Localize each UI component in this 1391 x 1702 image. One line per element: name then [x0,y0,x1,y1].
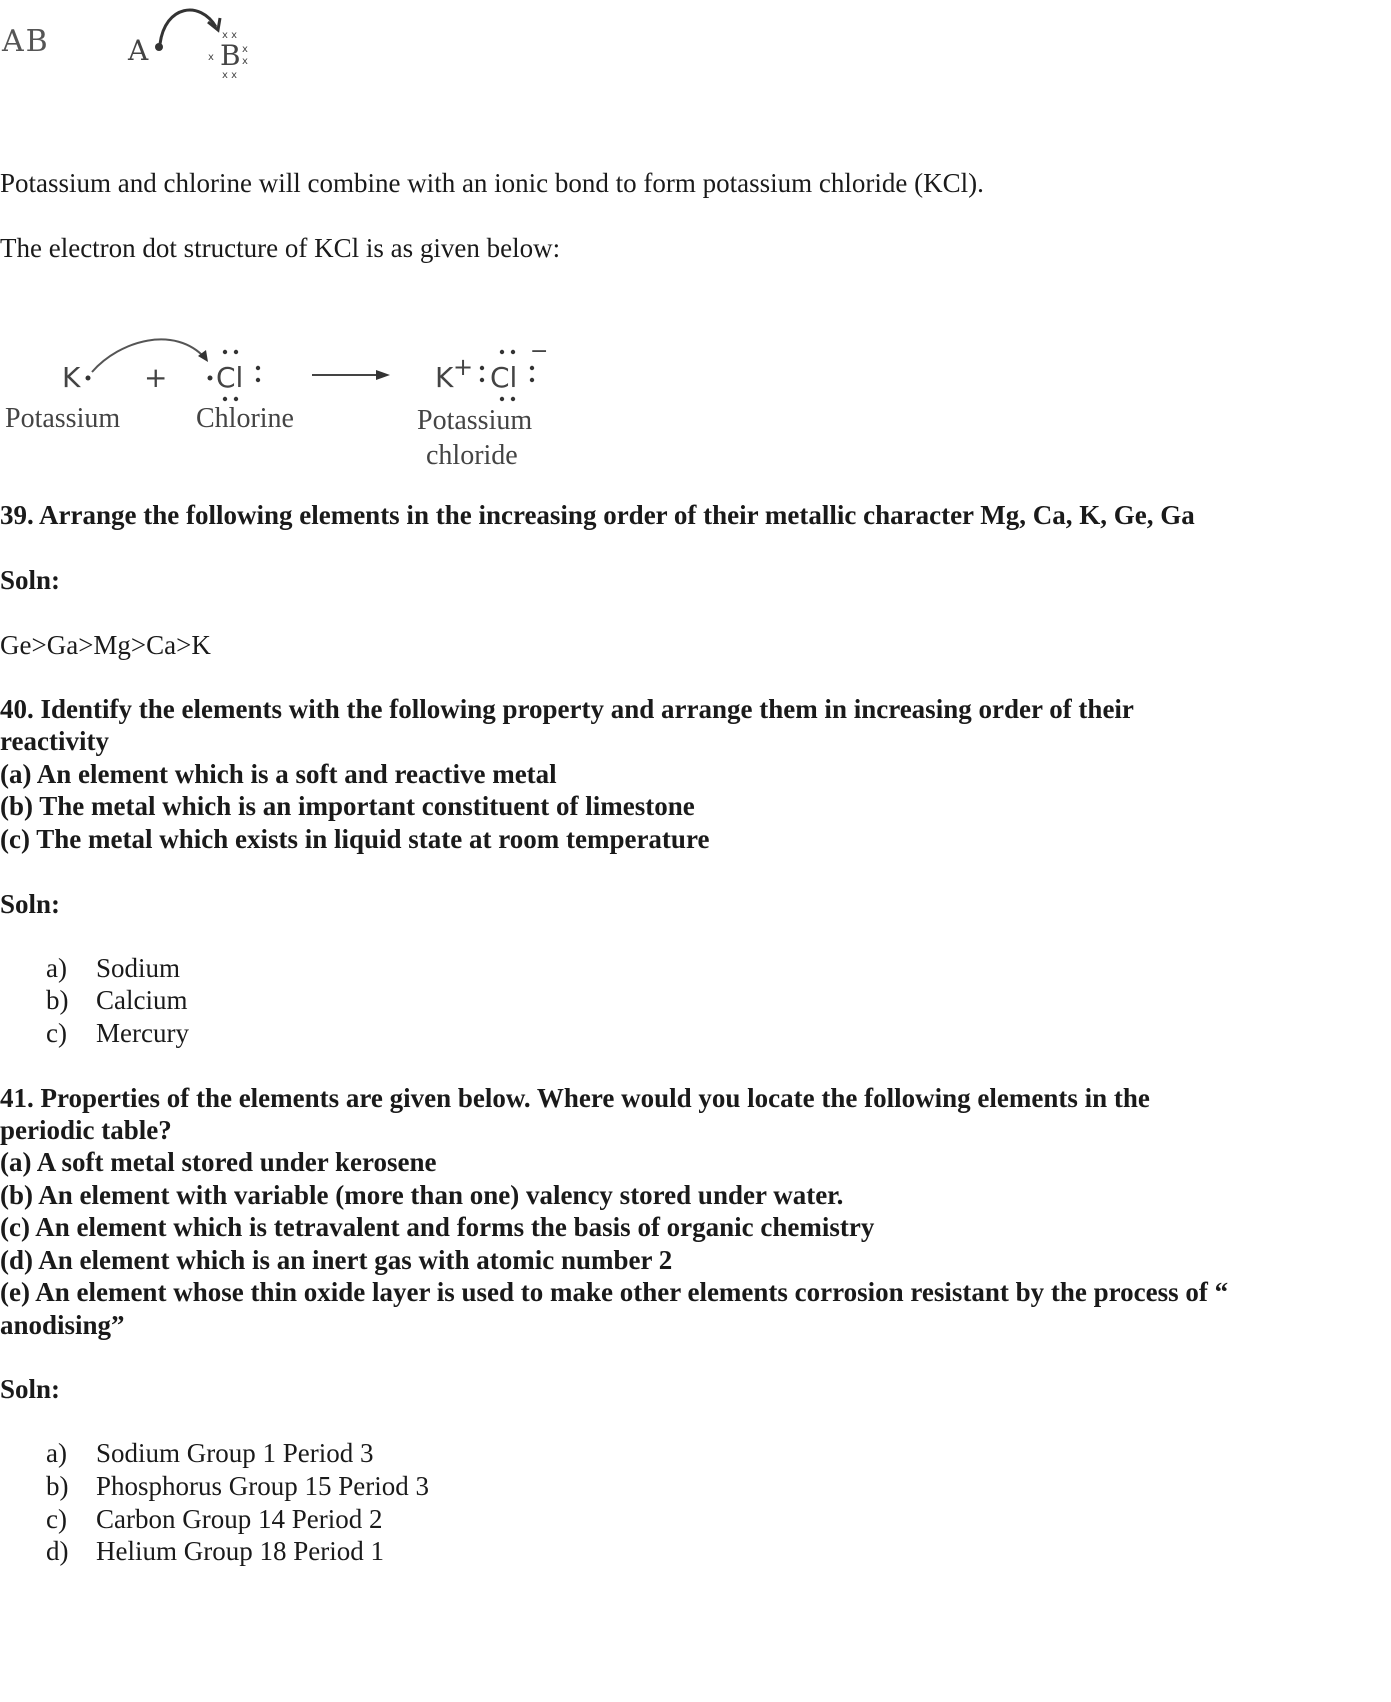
q40-part-c: (c) The metal which exists in liquid state at room temperature [0,824,710,854]
q40-part-a: (a) An element which is a soft and reactive metal [0,759,557,789]
q39-soln-label: Soln: [0,565,61,595]
q41-soln-label: Soln: [0,1374,61,1404]
k-symbol: K [62,361,81,394]
q41-answer-item [46,1471,429,1502]
question-39: 39. Arrange the following elements in the increasing order of their metallic character Mg, Ca, K, Ge, Ga [0,500,1195,530]
q41-answer-item [46,1438,374,1469]
reaction-arrow-icon [376,370,390,380]
q39-answer: Ge>Ga>Mg>Ca>K [0,630,211,660]
q40-part-b: (b) The metal which is an important constituent of limestone [0,791,695,821]
question-40-line2: reactivity [0,726,109,756]
positive-charge: + [453,353,474,381]
question-41-line1: 41. Properties of the elements are given below. Where would you locate the following elements in the [0,1083,1150,1113]
ab-compound-label: AB [2,24,50,59]
cl-symbol: Cl [216,361,244,394]
list-marker: d) [46,1536,69,1566]
q41-part-e: (e) An element whose thin oxide layer is used to make other elements corrosion resistant by the process of “ [0,1277,1229,1307]
q41-part-a: (a) A soft metal stored under kerosene [0,1147,437,1177]
answer-text: Phosphorus Group 15 Period 3 [96,1471,430,1501]
q41-part-c: (c) An element which is tetravalent and forms the basis of organic chemistry [0,1212,875,1242]
atom-b-symbol: B [220,39,241,72]
q41-part-b: (b) An element with variable (more than one) valency stored under water. [0,1180,844,1210]
answer-text: Sodium Group 1 Period 3 [96,1438,374,1468]
list-marker: b) [46,985,69,1015]
svg-text:x: x [208,52,214,63]
answer-text: Calcium [96,985,188,1015]
paragraph-dot-structure: The electron dot structure of KCl is as given below: [0,233,561,263]
shared-pair-dots [480,366,484,382]
q41-part-d: (d) An element which is an inert gas with atomic number 2 [0,1245,673,1275]
answer-text: Sodium [96,953,181,983]
q41-part-e-cont: anodising” [0,1310,125,1340]
electron-dot [155,43,163,51]
caption-potassium: Potassium [5,403,121,434]
q41-answer-item [46,1536,384,1567]
list-marker: b) [46,1471,69,1501]
svg-text:x x: x x [222,30,238,41]
atom-a-symbol: A [128,34,149,67]
answer-text: Mercury [96,1018,189,1048]
svg-text:x: x [242,56,248,67]
caption-potassium-chloride-1: Potassium [417,405,533,436]
product-k-symbol: K [435,361,454,394]
plus-sign: + [144,361,168,394]
question-40-line1: 40. Identify the elements with the following property and arrange them in increasing order of their [0,694,1134,724]
answer-text: Carbon Group 14 Period 2 [96,1504,383,1534]
paragraph-ionic-bond: Potassium and chlorine will combine with an ionic bond to form potassium chloride (KCl). [0,168,984,198]
list-marker: a) [46,1438,67,1468]
svg-text:x: x [242,44,248,55]
ab-electron-transfer-diagram [120,0,270,90]
list-marker: c) [46,1018,67,1048]
caption-chlorine: Chlorine [196,403,294,434]
cl-dot [208,376,213,381]
q40-answer-item [46,953,180,984]
svg-text:x x: x x [222,70,238,81]
list-marker: c) [46,1504,67,1534]
q41-answer-item [46,1504,382,1535]
question-41-line2: periodic table? [0,1115,172,1145]
q40-soln-label: Soln: [0,889,61,919]
q40-answer-item [46,985,187,1016]
caption-potassium-chloride-2: chloride [426,440,518,471]
answer-text: Helium Group 18 Period 1 [96,1536,384,1566]
list-marker: a) [46,953,67,983]
k-valence-electron [86,376,91,381]
transfer-arrow-icon [160,10,216,44]
q40-answer-item [46,1018,189,1049]
negative-charge: − [530,339,549,364]
product-cl-symbol: Cl [490,361,518,394]
